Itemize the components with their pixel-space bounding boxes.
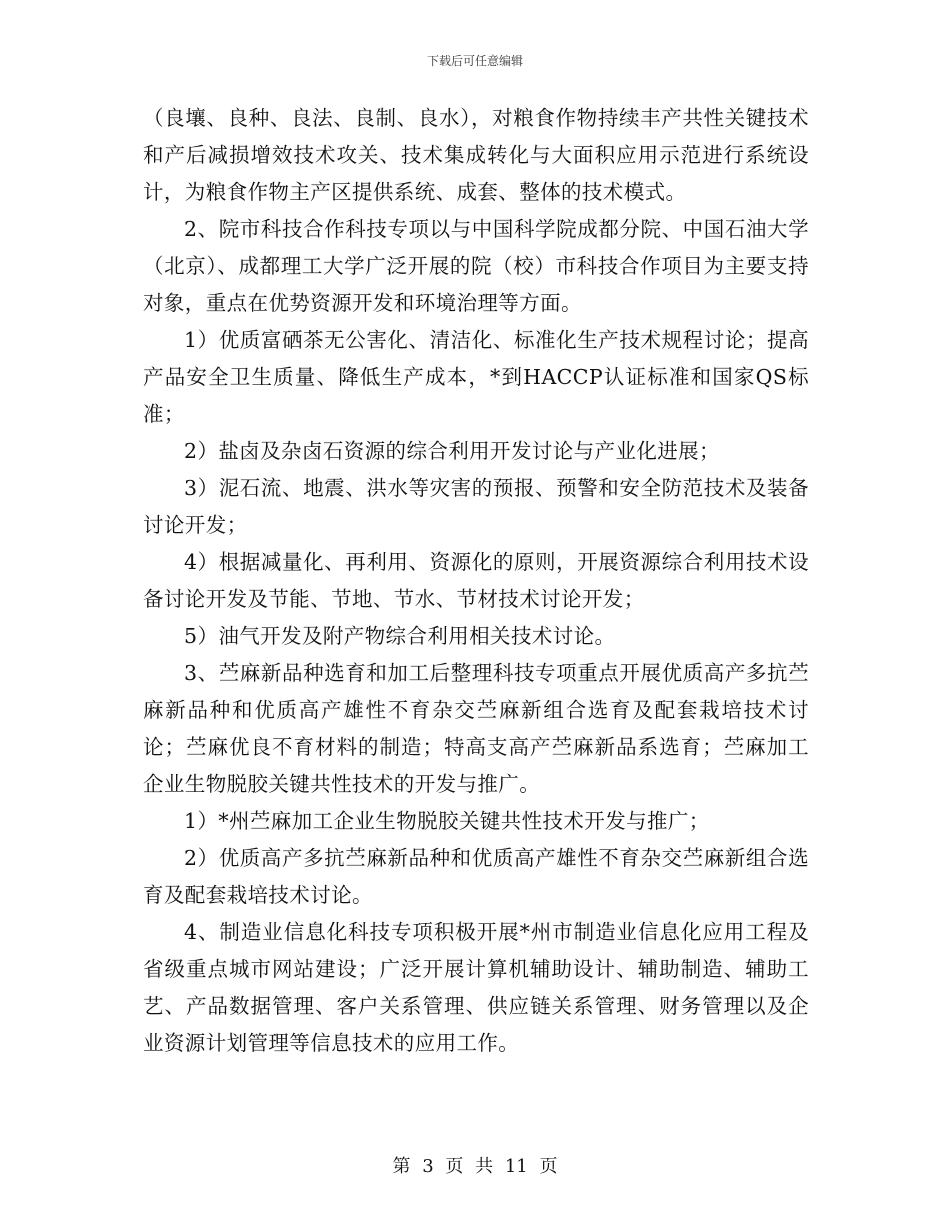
document-body xyxy=(143,100,809,1062)
page-number-footer: 第 3 页 共 11 页 xyxy=(392,1156,558,1177)
paragraph-7: 5）油气开发及附产物综合利用相关技术讨论。 xyxy=(184,624,616,648)
paragraph-5: 3）泥石流、地震、洪水等灾害的预报、预警和安全防范技术及装备讨论开发； xyxy=(143,476,809,537)
paragraph-2: 2、院市科技合作科技专项以与中国科学院成都分院、中国石油大学（北京）、成都理工大学广泛开展的院（校）市科技合作项目为主要支持对象，重点在优势资源开发和环境治理等方面。 xyxy=(143,217,809,315)
paragraph-1: （良壤、良种、良法、良制、良水），对粮食作物持续丰产共性关键技术和产后减损增效技术攻关、技术集成转化与大面积应用示范进行系统设计，为粮食作物主产区提供系统、成套、整体的技术模式。 xyxy=(143,106,809,204)
paragraph-3: 1）优质富硒茶无公害化、清洁化、标准化生产技术规程讨论；提高产品安全卫生质量、降低生产成本，*到HACCP认证标准和国家QS标准； xyxy=(143,328,809,426)
paragraph-4: 2）盐卤及杂卤石资源的综合利用开发讨论与产业化进展； xyxy=(184,439,720,463)
paragraph-8: 3、苎麻新品种选育和加工后整理科技专项重点开展优质高产多抗苎麻新品种和优质高产雄性不育杂交苎麻新组合选育及配套栽培技术讨论；苎麻优良不育材料的制造；特高支高产苎麻新品系选育；苎麻加工企业生物脱胶关键共性技术的开发与推广。 xyxy=(143,661,809,796)
paragraph-10: 2）优质高产多抗苎麻新品种和优质高产雄性不育杂交苎麻新组合选育及配套栽培技术讨论。 xyxy=(143,846,809,907)
paragraph-11: 4、制造业信息化科技专项积极开展*州市制造业信息化应用工程及省级重点城市网站建设；广泛开展计算机辅助设计、辅助制造、辅助工艺、产品数据管理、客户关系管理、供应链关系管理、财务管理以及企业资源计划管理等信息技术的应用工作。 xyxy=(143,920,809,1055)
paragraph-6: 4）根据减量化、再利用、资源化的原则，开展资源综合利用技术设备讨论开发及节能、节地、节水、节材技术讨论开发； xyxy=(143,550,809,611)
paragraph-9: 1）*州苎麻加工企业生物脱胶关键共性技术开发与推广； xyxy=(184,809,710,833)
page-header: 下载后可任意编辑 xyxy=(426,54,523,68)
